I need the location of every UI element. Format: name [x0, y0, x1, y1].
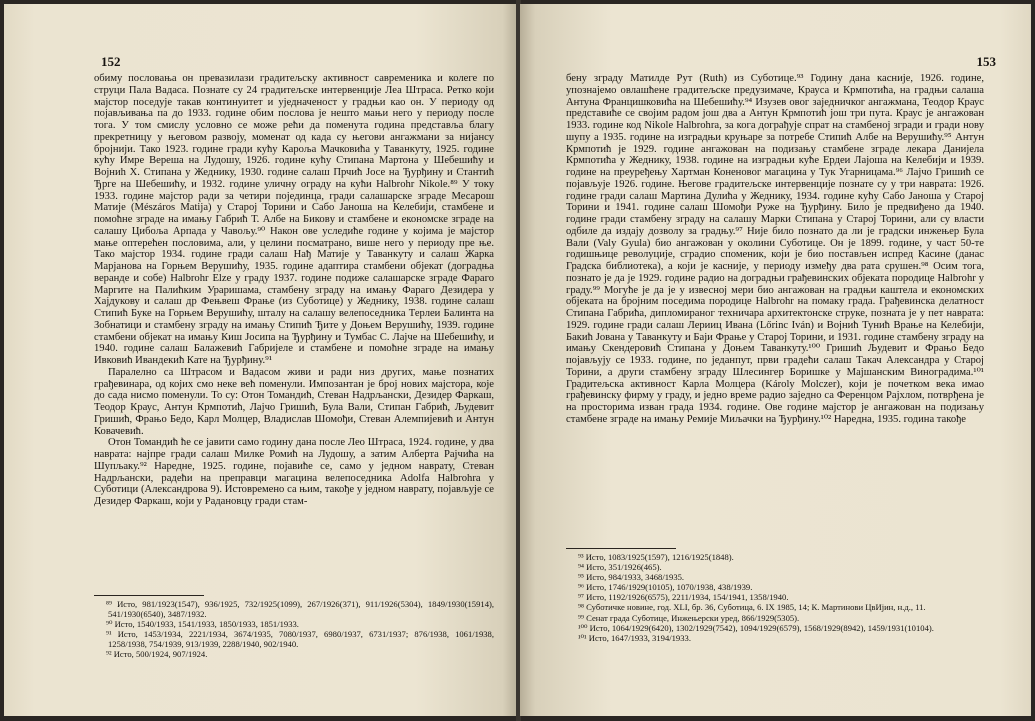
- footnote: ¹⁰¹ Исто, 1647/1933, 3194/1933.: [578, 632, 691, 643]
- footnote: ⁹⁶ Исто, 1746/1929(10105), 1070/1938, 438/1939.: [578, 582, 753, 593]
- paragraph: бену зграду Матилде Рут (Ruth) из Суботице.⁹³ Годину дана касније, 1926. године, упознајемо овлашћене градитељске предузимаче, Крауса и Крмпотића, на градњи салаша Антуна Францишковића на Шебешићу.⁹⁴ Изузев овог заједничког ангажмана, Теодор Краус представиће се својим радом још два а Антун Крмпотић још три пута. Краус је ангажован 1933. године код Nikole Halbrohra, за кога дограђује спрат на стамбеној згради и гради нову шупу а 1935. године на изградњи круњаре за потребе Стипић Албе на Верушићу.⁹⁵ Антун Крмпотић је 1929. године ангажован на подизању стамбене зграде лекара Данијела Крмпотића у Жеднику, 1938. године на изградњи куће Ердеи Лајоша на Келебији и 1939. године на преуређењу Хартман Коненовог магацина у Тук Угарницама.⁹⁶ Лајчо Гришић се појављује 1926. године. Његове градитељске интервенције познате су у три наврата: 1926. године гради салаш Мартина Дулића у Жеднику, 1934. године кућу Сабо Јаноша у Старој Торини и 1941. године салаш Шомођи Руже на Ђурђину. Било је предвиђено да 1940. године гради стамбену зграду на салашу Марки Стипана у Старој Торини, али су власти одбиле да издају дозволу за градњу.⁹⁷ Није било познато да ли је градски инжењер Була Вали (Valy Gyula) био ангажован у околини Суботице. Он је 1899. године, у част 50-те годишњице револуције, сградио споменик, који је био постављен испред Касине (данас Градска библиотека), а који је касније, у периоду између два рата срушен.⁹⁸ Осим тога, познато је да је 1929. године радио на доградњи грађевинских објеката породице Halbrohr у граду.⁹⁹ Могуће је да је у извесној мери био ангажован на градњи каштела и економских објеката на бројним поседима породице Halbrohr на помаку града. Грађевинска делатност Стипана Габрића, дипломираног техничара архитектонске струке, позната је у пет наврата: 1929. године гради салаш Лерииц Ивана (Lőrinc Iván) и Војнић Тунић Врање на Келебији, Бакић Јована у Таванкуту и Баји Фрање у Старој Торини, и 1931. године стамбену зграду на имању Скендеровић Стипана у Доњем Таванкуту.¹⁰⁰ Гришић Људевит и Фрањо Бедо појављују се 1933. године, по једанпут, први градећи салаш Такач Александра у Старој Торини, а други стамбену зграду Шлесингер Боришке у Мајшанским Виноградима.¹⁰¹ Градитељска активност Карла Молцера (Károly Molczer), који је почетком века имао грађевинску фирму у граду, и једно време радио заједно са Ференцом Рајхлом, потврђена је на просторима изван града 1934. године. Ове године мајстор је ангажован на подизању стамбене зграде на имању Ремије Миљачки на Ђурђину.¹⁰² Наредна, 1935. година такође: [566, 73, 984, 425]
- footnote: ⁹⁷ Исто, 1192/1926(6575), 2211/1934, 154/1941, 1358/1940.: [578, 592, 789, 603]
- body-text: [566, 73, 984, 426]
- footnote-rule: [566, 548, 676, 549]
- footnote: ⁹⁴ Исто, 351/1926(465).: [578, 562, 662, 573]
- body-text: [94, 73, 494, 508]
- footnotes: [566, 548, 984, 643]
- footnotes: [94, 595, 494, 660]
- right-page: [520, 4, 1031, 716]
- footnote: ¹⁰⁰ Исто, 1064/1929(6420), 1302/1929(7542), 1094/1929(6579), 1568/1929(8942), 1459/1931(10104).: [578, 622, 934, 633]
- footnote: ⁹⁸ Суботичке новине, год. XLI, бр. 36, Суботица, 6. IX 1985, 14; К. Мартинови ЦвИјин, н.д., 11.: [578, 602, 926, 613]
- paragraph: обиму пословања он превазилази градитељску активност савременика и колеге по струци Пала Вадаса. Познате су 24 градитељске интервенције Леа Штраса. Ретко који мајстор поседује такав континуитет и уједначеност у градњи као он. У периоду од појављивања па до 1933. године обим послова је нешто мањи него у периоду после тога. У том смислу условно се може рећи да поменута година представља благу прекретницу у његовом развоју, моменат од када су његови ангажмани за нијансу бројнији. Тако 1923. године гради кућу Карoља Мачковића у Таванкуту, 1925. године кућу Имре Вереша на Лудошу, 1926. године кућу Стипана Мартона у Шебешићу и Војниh X. Стипана у Жеднику, 1930. године салаш Прчић Јосе на Ђурђину и Стантић Ђрге на Шебешићу, и 1932. године уличну ограду на кући Halbrohr Nikole.⁸⁹ У току 1933. године мајстор ради за четири појединца, гради салашарске зграде Месарош Матије (Mészáros Matija) у Старој Торини и Сабо Јаноша на Келебији, стамбене и помоћне зграде на имању Габрић Т. Албе на Биковy и стамбене и економске зграде на салашу Цибоља Арпада у Чавољу.⁹⁰ Након ове уследиће године у којима је мајстор мање оптерећен пословима, али, у целини посматрано, више него у периоду пре ње. Тако мајстор 1934. године гради салаш Нађ Матије у Таванкуту и салаш Жарка Марјанова на Горњем Верушићу, 1935. године адаптира стамбени објекат (доградња веранде и собе) Halbrohr Elze у граду 1937. године подиже салашарске зграде Фараго Маргите на Палићким Ураришама, стамбену зграду на имању Фараго Дезидера у Хајдукову и салаш др Фењвеш Фрање (из Суботице) у Жеднику, 1938. године салаш Стипић Буке на Горњем Верушићу, шталу на салашу велепоседника Терлеи Балинта на Зобнатици и стамбену зграду на имању Стипић Ђите у Доњем Верушићу, 1939. године стамбени објекат на имању Киш Јосипа на Ђурђину и Тумбас С. Лајче на Шебешићу, и 1940. године салаш Балажевић Габријеле и стамбене и помоћне зграде на имању Ивковић Ивандекић Кате на Ђурђину.⁹¹: [94, 73, 494, 366]
- footnote: ⁹⁵ Исто, 984/1933, 3468/1935.: [578, 572, 685, 583]
- footnote: ⁹³ Исто, 1083/1925(1597), 1216/1925(1848).: [578, 552, 734, 562]
- left-page: [4, 4, 518, 716]
- paragraph: Отон Томандић ће се јавити само годину дана после Лео Штраса, 1924. године, у два наврата: најпре гради салаш Милке Ромић на Лудошу, а затим Алберта Рајчића на Шупљаку.⁹² Наредне, 1925. године, појавиће се, само у једном наврату, Стеван Надрљански, радећи на преправци магацина велепоседника Adolfa Halbrohra у Суботици (Александрова 9). Истовремено са њим, такође у једном наврату, појављује се Дезидер Фаркаш, који у Радановцу гради стам-: [94, 437, 494, 507]
- footnote: ⁹⁹ Сенат града Суботице, Инжењерски уред, 866/1929(5305).: [578, 612, 800, 623]
- footnote: ⁹¹ Исто, 1453/1934, 2221/1934, 3674/1935, 7080/1937, 6980/1937, 6731/1937; 876/1938, 1061/1938, 1258/1938, 754/1939, 913/1939, 2288/1940, 902/1940.: [106, 629, 494, 650]
- footnote: ⁹² Исто, 500/1924, 907/1924.: [106, 649, 208, 660]
- footnote: ⁸⁹ Исто, 981/1923(1547), 936/1925, 732/1925(1099), 267/1926(371), 911/1926(5304), 1849/1930(15914), 541/1930(6540), 3487/1932.: [106, 599, 494, 620]
- footnote: ⁹⁰ Исто, 1540/1933, 1541/1933, 1850/1933, 1851/1933.: [106, 619, 299, 630]
- paragraph: Паралелно са Штрасом и Вадасом живи и ради низ других, мање познатих грађевинара, од којих смо неке већ поменули. Импозантан је број нових мајстора, које до сада нисмо поменули. То су: Отон Томандић, Стеван Надрљански, Дезидер Фаркаш, Теодор Краус, Антун Крмпотић, Лајчо Гришић, Була Вали, Стипан Габрић, Људевит Гришић, Фрањо Бедо, Карл Молцер, Владислав Шомођи, Стеван Алемпијевић и Антун Ковачевић.: [94, 366, 494, 437]
- footnote-rule: [94, 595, 204, 596]
- page-number: 153: [976, 54, 996, 69]
- page-number: 152: [101, 54, 121, 69]
